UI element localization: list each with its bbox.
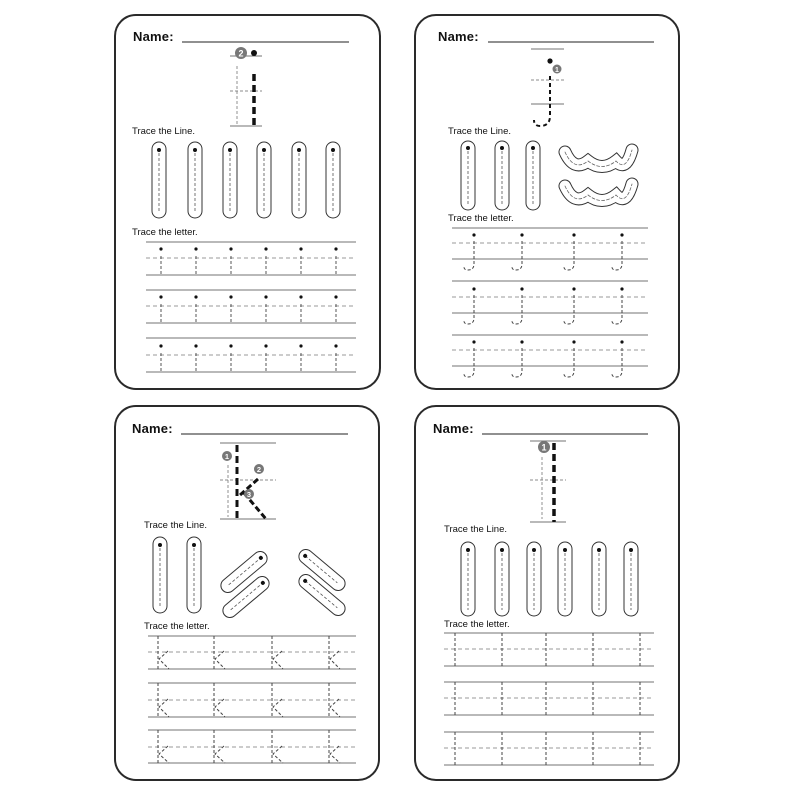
worksheet-letter-l [414,405,680,781]
trace-line-label: Trace the Line. [144,520,208,531]
stroke-number: 3 [246,490,252,499]
worksheet-letter-i [114,14,381,390]
handwriting-rows[interactable] [148,636,356,763]
trace-diagonal-pills-right [296,547,348,619]
worksheet-art [116,16,381,390]
trace-line-label: Trace the Line. [132,126,196,137]
handwriting-rows[interactable] [452,228,648,377]
stroke-number: 2 [238,48,244,59]
trace-wave-shapes [565,150,632,201]
worksheet-letter-j [414,14,680,390]
trace-letter-label: Trace the letter. [132,227,198,238]
trace-letter-label: Trace the letter. [144,621,210,632]
worksheet-art [416,407,680,781]
stroke-number: 1 [541,442,547,453]
example-letter-j [531,49,564,126]
trace-line-pills [461,141,540,210]
worksheet-art [116,407,380,781]
name-label: Name: [133,29,174,44]
trace-letter-label: Trace the letter. [444,619,510,630]
trace-line-label: Trace the Line. [448,126,512,137]
trace-letter-label: Trace the letter. [448,213,514,224]
handwriting-rows[interactable] [146,242,356,372]
example-letter-k [220,443,276,519]
name-label: Name: [132,421,173,436]
name-label: Name: [438,29,479,44]
trace-line-pills [152,142,340,218]
handwriting-rows[interactable] [444,633,654,765]
worksheet-art [416,16,680,390]
stroke-number: 1 [555,67,559,74]
stroke-number: 1 [224,452,230,461]
trace-line-pills [461,542,638,616]
trace-line-label: Trace the Line. [444,524,508,535]
trace-diagonal-pills-left [218,549,272,621]
example-letter-i [230,47,262,126]
stroke-number: 2 [256,465,262,474]
name-label: Name: [433,421,474,436]
example-letter-l [530,441,566,522]
worksheet-letter-k [114,405,380,781]
